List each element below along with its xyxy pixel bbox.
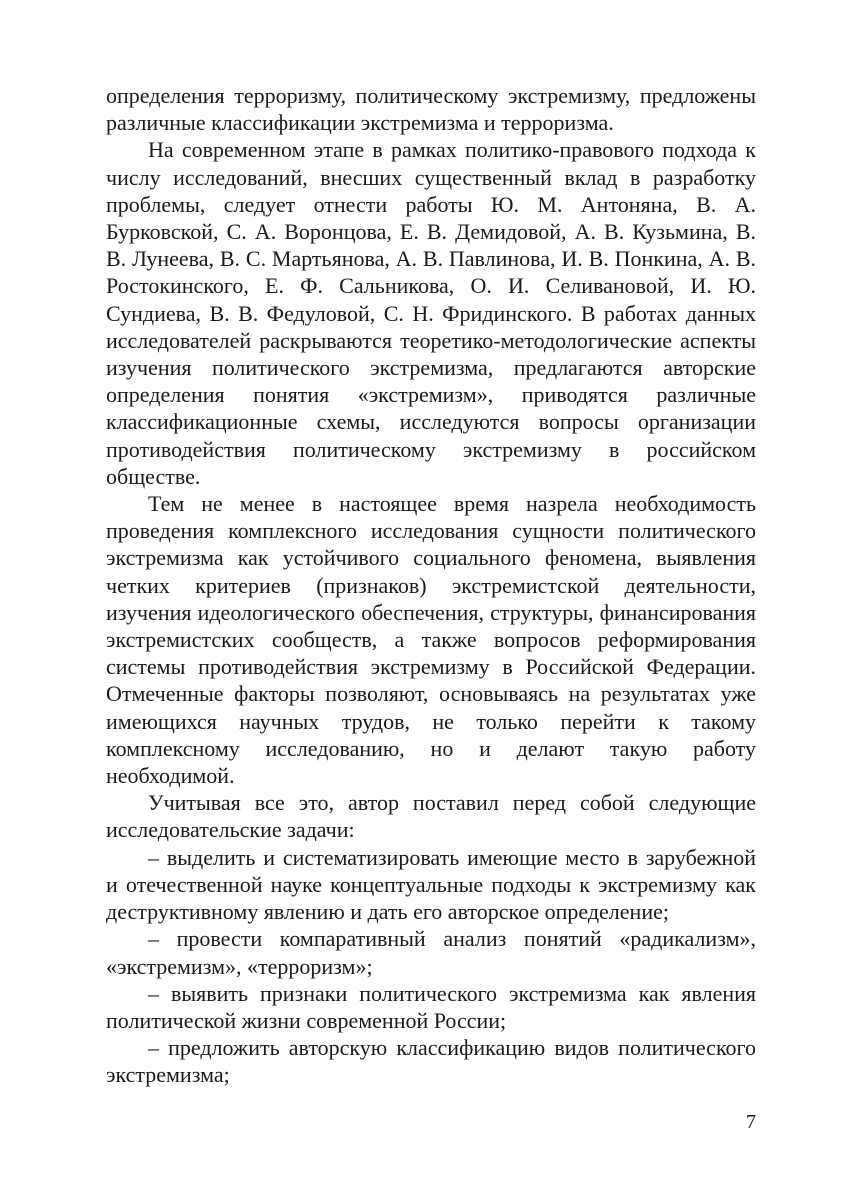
list-item-task-2: – провести компаративный анализ понятий «радикализм», «экстремизм», «терроризм»; [106, 926, 756, 979]
paragraph-research-tasks-intro: Учитывая все это, автор поставил перед собой следующие исследовательские задачи: [106, 790, 756, 843]
list-item-task-1: – выделить и систематизировать имеющие место в зарубежной и отечественной науке концептуальные подходы к экстремизму как деструктивному явлению и дать его авторское определение; [106, 844, 756, 925]
body-text [106, 82, 756, 1089]
paragraph-research-necessity: Тем не менее в настоящее время назрела необходимость проведения комплексного исследования сущности политического экстремизма как устойчивого социального феномена, выявления четких критериев (признаков) экстремистской деятельности, изучения идеологического обеспечения, структуры, финансирования экстремистских сообществ, а также вопросов реформирования системы противодействия экстремизму в Российской Федерации. Отмеченные факторы позволяют, основываясь на результатах уже имеющихся научных трудов, не только перейти к такому комплексному исследованию, но и делают такую работу необходимой. [106, 491, 756, 789]
paragraph-political-legal-approach: На современном этапе в рамках политико-правового подхода к числу исследований, внесших существенный вклад в разработку проблемы, следует отнести работы Ю. М. Антоняна, В. А. Бурковской, С. А. Воронцова, Е. В. Демидовой, А. В. Кузьмина, В. В. Лунеева, В. С. Мартьянова, А. В. Павлинова, И. В. Понкина, А. В. Ростокинского, Е. Ф. Сальникова, О. И. Селивановой, И. Ю. Сундиева, В. В. Федуловой, С. Н. Фридинского. В работах данных исследователей раскрываются теоретико-методологические аспекты изучения политического экстремизма, предлагаются авторские определения понятия «экстремизм», приводятся различные классификационные схемы, исследуются вопросы организации противодействия политическому экстремизму в российском обществе. [106, 137, 756, 489]
paragraph-continuation: определения терроризму, политическому экстремизму, предложены различные классификации экстремизма и терроризма. [106, 83, 756, 136]
list-item-task-4: – предложить авторскую классификацию видов политического экстремизма; [106, 1035, 756, 1088]
page-number: 7 [746, 1111, 756, 1133]
list-item-task-3: – выявить признаки политического экстремизма как явления политической жизни современной России; [106, 980, 756, 1033]
